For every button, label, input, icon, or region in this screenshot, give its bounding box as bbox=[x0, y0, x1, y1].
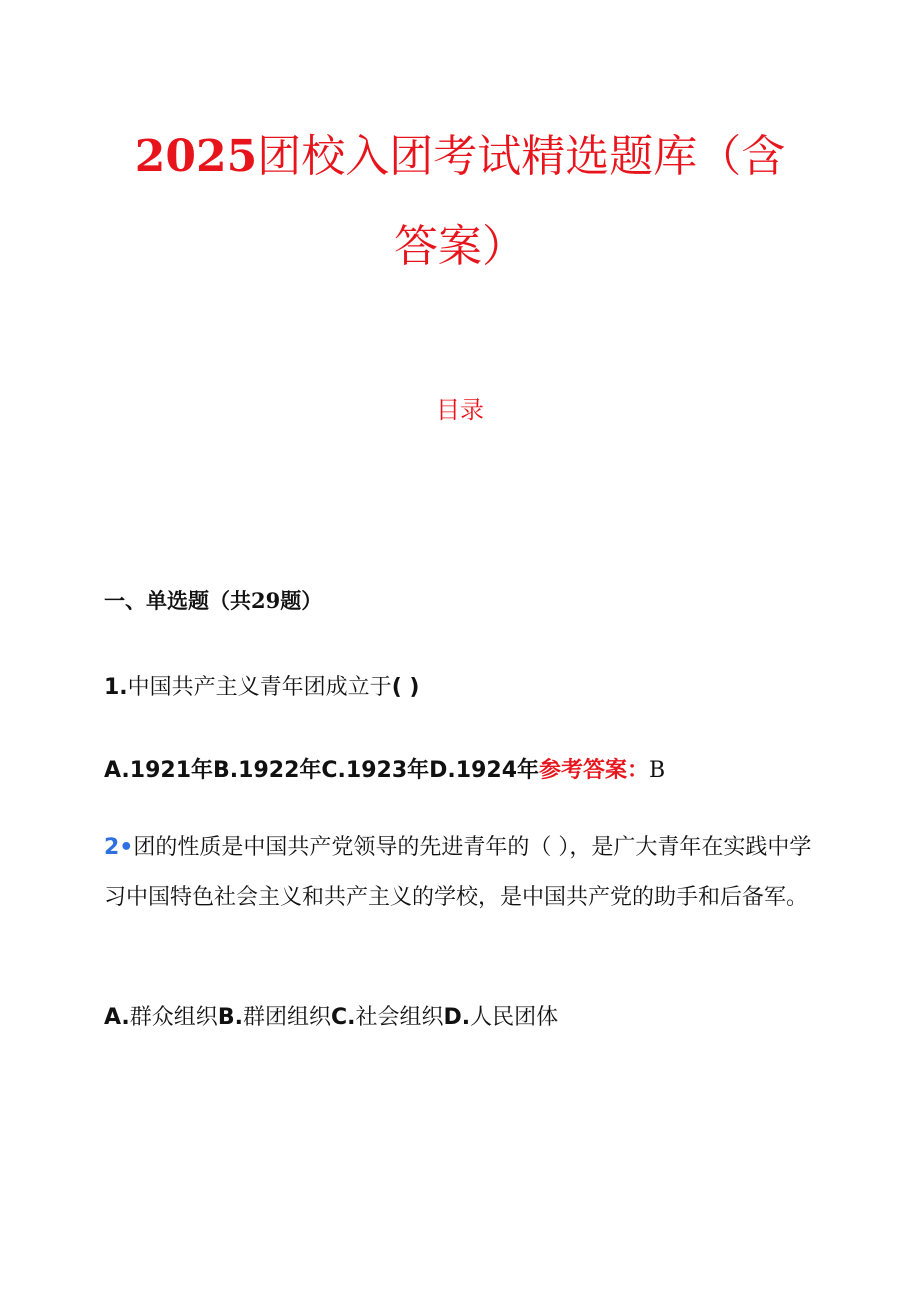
question-text: 中国共产主义青年团成立于 bbox=[127, 675, 392, 700]
section-count: 29 bbox=[251, 588, 281, 613]
question-blank: ( ) bbox=[391, 675, 420, 700]
question-number: 2• bbox=[104, 835, 134, 860]
question-text: 团的性质是中国共产党领导的先进青年的（ ），是广大青年在实践中学习中国特色社会主义和共产主义的学校，是中国共产党的助手和后备军。 bbox=[104, 835, 812, 910]
option-text: 1922年 bbox=[238, 758, 322, 783]
answer-value: B bbox=[649, 758, 666, 783]
option-letter: D. bbox=[429, 758, 456, 783]
section-suffix: 题） bbox=[280, 589, 323, 613]
option-letter: A. bbox=[104, 1005, 130, 1030]
document-title-line-1 bbox=[100, 127, 820, 187]
title-year: 2025 bbox=[134, 131, 258, 182]
question-2-options bbox=[104, 1003, 824, 1033]
document-title-line-2: 答案） bbox=[394, 221, 526, 272]
table-of-contents-heading: 目录 bbox=[436, 396, 484, 424]
option-letter: A. bbox=[104, 758, 130, 783]
option-letter: B. bbox=[213, 758, 239, 783]
option-text: 1921年 bbox=[129, 758, 214, 783]
option-text: 1924年 bbox=[455, 758, 540, 783]
question-2 bbox=[104, 823, 814, 923]
question-1-options bbox=[104, 756, 824, 786]
section-heading-single-choice bbox=[104, 586, 322, 616]
option-letter: B. bbox=[217, 1005, 243, 1030]
option-text: 群众组织 bbox=[129, 1005, 218, 1030]
option-text: 1923年 bbox=[345, 758, 430, 783]
option-text: 群团组织 bbox=[242, 1005, 331, 1030]
option-text: 社会组织 bbox=[355, 1005, 444, 1030]
question-number: 1. bbox=[104, 675, 128, 700]
option-text: 人民团体 bbox=[470, 1005, 559, 1030]
option-letter: D. bbox=[443, 1005, 471, 1030]
answer-label: 参考答案： bbox=[539, 758, 650, 783]
option-letter: C. bbox=[321, 758, 346, 783]
title-text: 团校入团考试精选题库（含 bbox=[257, 131, 786, 182]
question-1 bbox=[104, 663, 814, 713]
section-prefix: 一、单选题（共 bbox=[104, 589, 251, 613]
option-letter: C. bbox=[330, 1005, 356, 1030]
